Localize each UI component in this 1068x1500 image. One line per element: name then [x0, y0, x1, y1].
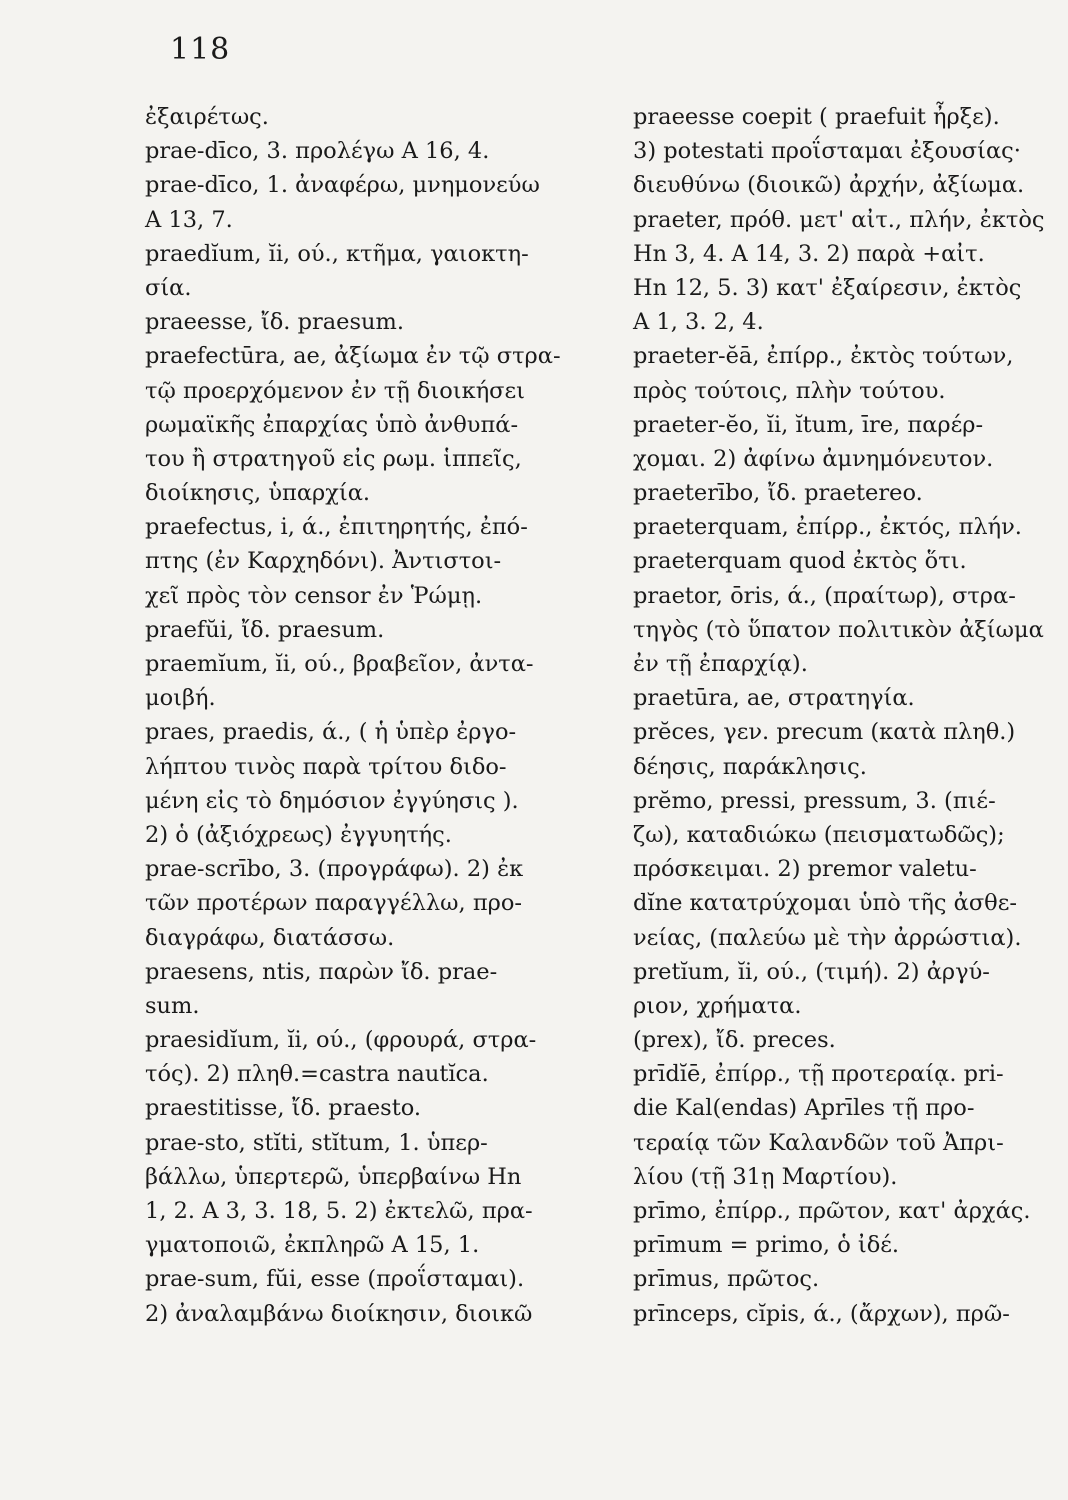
text-line: τῷ προερχόμενον ἐν τῇ διοικήσει [145, 377, 526, 404]
text-line: praedĭum, ĭi, ού., κτῆμα, γαιοκτη- [145, 240, 529, 267]
text-line: του ἢ στρατηγοῦ εἰς ρωμ. ἱππεῖς, [145, 445, 522, 472]
text-line: prīmo, ἐπίρρ., πρῶτον, κατ' ἀρχάς. [633, 1198, 1031, 1224]
text-line: ζω), καταδιώκω (πεισματωδῶς); [633, 821, 1005, 848]
text-line: Ηn 12, 5. 3) κατ' ἐξαίρεσιν, ἐκτὸς [633, 274, 1022, 301]
text-line: μένη εἰς τὸ δημόσιον ἐγγύησις ). [145, 787, 519, 814]
text-line: sum. [145, 992, 200, 1019]
text-line: μοιβή. [145, 685, 216, 712]
text-line: prīmus, πρῶτος. [633, 1266, 820, 1293]
text-line: γματοποιῶ, ἐκπληρῶ Α 15, 1. [145, 1232, 480, 1259]
text-line: prae-dīco, 3. προλέγω Α 16, 4. [145, 138, 490, 165]
text-line: ἐξαιρέτως. [145, 104, 269, 130]
text-line: τῶν προτέρων παραγγέλλω, προ- [145, 890, 522, 917]
text-line: prae-sto, stĭti, stĭtum, 1. ὑπερ- [145, 1129, 488, 1156]
text-line: 2) ἀναλαμβάνω διοίκησιν, διοικῶ [145, 1300, 533, 1327]
text-line: 1, 2. Α 3, 3. 18, 5. 2) ἐκτελῶ, πρα- [145, 1198, 533, 1224]
text-line: πτης (ἐν Καρχηδόνι). Ἀντιστοι- [145, 548, 502, 575]
text-line: praeesse coepit ( praefuit ἦρξε). [633, 104, 1000, 130]
text-line: praetūra, ae, στρατηγία. [633, 685, 915, 712]
text-line: praetor, ōris, ά., (πραίτωρ), στρα- [633, 582, 1016, 609]
text-line: διοίκησις, ὑπαρχία. [145, 480, 371, 507]
text-line: prĕmo, pressi, pressum, 3. (πιέ- [633, 787, 996, 814]
text-line: praeter-ĕo, ĭi, ĭtum, īre, παρέρ- [633, 411, 984, 438]
text-line: σία. [145, 274, 192, 301]
text-line: δέησις, παράκλησις. [633, 753, 867, 780]
text-line: Α 13, 7. [145, 206, 233, 233]
text-line: 2) ὁ (ἀξιόχρεως) ἐγγυητής. [145, 821, 452, 848]
text-line: praeterquam, ἐπίρρ., ἐκτός, πλήν. [633, 514, 1022, 541]
text-line: χομαι. 2) ἀφίνω ἀμνημόνευτον. [633, 445, 994, 472]
text-line: prae-scrībo, 3. (προγράφω). 2) ἐκ [145, 856, 524, 883]
text-line: prĕces, γεν. precum (κατὰ πληθ.) [633, 719, 1016, 746]
text-line: praeter, πρόθ. μετ' αἰτ., πλήν, ἐκτὸς [633, 206, 1045, 233]
text-line: praesens, ntis, παρὼν ἴδ. prae- [145, 958, 498, 985]
text-line: λήπτου τινὸς παρὰ τρίτου διδο- [145, 753, 507, 780]
text-line: (prex), ἴδ. preces. [633, 1027, 836, 1054]
text-line: πρὸς τούτοις, πλὴν τούτου. [633, 377, 946, 404]
text-line: praeter-ĕā, ἐπίρρ., ἐκτὸς τούτων, [633, 343, 1014, 370]
text-line: praes, praedis, ά., ( ἡ ὑπὲρ ἐργο- [145, 719, 517, 746]
text-line: praesidĭum, ĭi, ού., (φρουρά, στρα- [145, 1027, 537, 1054]
text-line: διευθύνω (διοικῶ) ἀρχήν, ἀξίωμα. [633, 172, 1025, 199]
text-line: τός). 2) πληθ.=castra nautĭca. [145, 1061, 489, 1088]
text-line: prīmum = primo, ὁ ἰδέ. [633, 1232, 900, 1259]
text-line: pretĭum, ĭi, ού., (τιμή). 2) ἀργύ- [633, 958, 990, 985]
left-column [145, 100, 595, 1331]
page-number: 118 [170, 32, 231, 67]
text-line: praeterībo, ἴδ. praetereo. [633, 480, 923, 507]
text-line: die Kal(endas) Aprīles τῇ προ- [633, 1095, 975, 1122]
text-line: βάλλω, ὑπερτερῶ, ὑπερβαίνω Ηn [145, 1163, 522, 1190]
text-line: dĭne κατατρύχομαι ὑπὸ τῆς ἀσθε- [633, 890, 1017, 917]
text-line: praefectus, i, ά., ἐπιτηρητής, ἐπό- [145, 514, 528, 541]
text-line: praestitisse, ἴδ. praesto. [145, 1095, 422, 1122]
text-line: διαγράφω, διατάσσω. [145, 924, 395, 951]
text-line: τεραίᾳ τῶν Καλανδῶν τοῦ Ἀπρι- [633, 1129, 1004, 1156]
text-line: prīnceps, cĭpis, ά., (ἄρχων), πρῶ- [633, 1300, 1010, 1327]
text-line: Α 1, 3. 2, 4. [633, 309, 764, 336]
text-line: prīdĭē, ἐπίρρ., τῇ προτεραίᾳ. pri- [633, 1061, 1004, 1088]
text-line: prae-dīco, 1. ἀναφέρω, μνημονεύω [145, 172, 540, 199]
text-line: praeterquam quod ἐκτὸς ὅτι. [633, 548, 967, 575]
text-line: ἐν τῇ ἐπαρχίᾳ). [633, 651, 808, 677]
right-column [633, 100, 1063, 1331]
text-line: τηγὸς (τὸ ὕπατον πολιτικὸν ἀξίωμα [633, 616, 1044, 643]
text-line: prae-sum, fŭi, esse (προΐσταμαι). [145, 1266, 525, 1293]
text-line: praeesse, ἴδ. praesum. [145, 309, 405, 336]
text-line: πρόσκειμαι. 2) premor valetu- [633, 856, 977, 883]
text-line: praemĭum, ĭi, ού., βραβεῖον, ἀντα- [145, 651, 534, 677]
text-line: ριον, χρήματα. [633, 992, 802, 1019]
text-line: Ηn 3, 4. Α 14, 3. 2) παρὰ +αἰτ. [633, 240, 985, 267]
text-line: νείας, (παλεύω μὲ τὴν ἀρρώστια). [633, 924, 1022, 951]
text-line: ρωμαϊκῆς ἐπαρχίας ὑπὸ ἀνθυπά- [145, 411, 519, 438]
text-line: λίου (τῇ 31ῃ Μαρτίου). [633, 1163, 898, 1190]
text-line: praefŭi, ἴδ. praesum. [145, 616, 385, 643]
text-line: praefectūra, ae, ἀξίωμα ἐν τῷ στρα- [145, 343, 561, 370]
text-line: 3) potestati προΐσταμαι ἐξουσίας· [633, 138, 1021, 165]
text-line: χεῖ πρὸς τὸν censor ἐν Ῥώμῃ. [145, 582, 483, 609]
